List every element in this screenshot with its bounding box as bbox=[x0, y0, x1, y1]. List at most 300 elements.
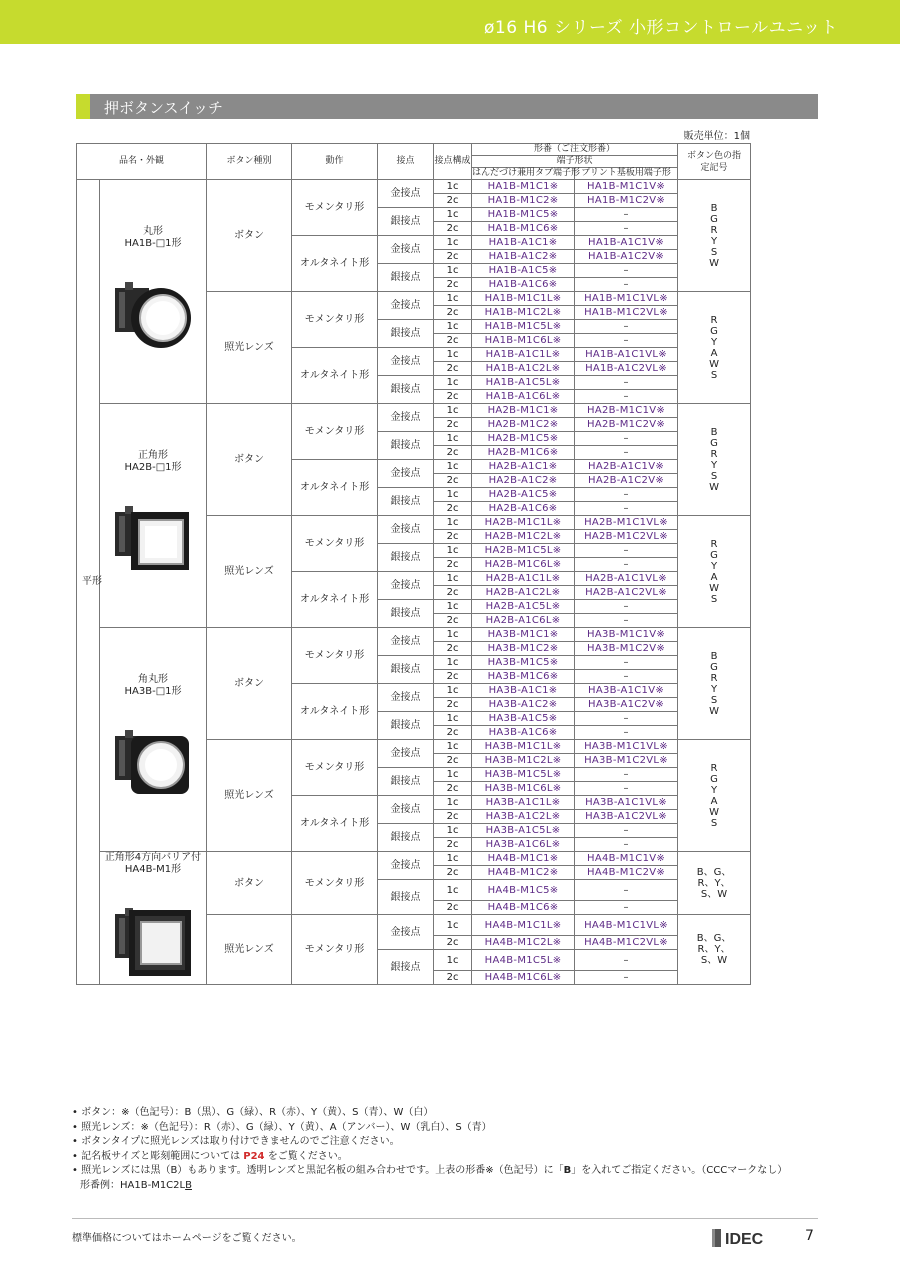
contact-cell: 銀接点 bbox=[378, 600, 434, 628]
header-button-type: ボタン種別 bbox=[207, 144, 292, 180]
header-action: 動作 bbox=[292, 144, 378, 180]
config-cell: 2c bbox=[434, 558, 472, 572]
header-bar bbox=[0, 0, 900, 44]
model-solder-cell: HA2B-M1C1L※ bbox=[472, 516, 575, 530]
note-black-lens: • 照光レンズには黒（B）もあります。透明レンズと黒記名板の組み合わせです。上表の形番※（色記号）に「B」を入れてご指定ください。（CCCマークなし） bbox=[72, 1165, 788, 1176]
config-cell: 1c bbox=[434, 376, 472, 390]
model-solder-cell: HA3B-A1C6L※ bbox=[472, 838, 575, 852]
color-code: S bbox=[710, 593, 718, 605]
color-code: Y bbox=[710, 459, 718, 471]
table-row bbox=[77, 852, 751, 866]
color-codes-cell bbox=[678, 404, 751, 516]
color-code: A bbox=[710, 795, 718, 807]
product-photo bbox=[111, 900, 195, 984]
model-pcb-cell: – bbox=[575, 376, 678, 390]
config-cell: 1c bbox=[434, 628, 472, 642]
contact-cell: 銀接点 bbox=[378, 950, 434, 985]
config-cell: 2c bbox=[434, 334, 472, 348]
model-pcb-cell: HA3B-A1C2VL※ bbox=[575, 810, 678, 824]
model-solder-cell: HA2B-M1C5※ bbox=[472, 432, 575, 446]
product-cell bbox=[100, 180, 207, 404]
contact-cell: 金接点 bbox=[378, 516, 434, 544]
action-cell: モメンタリ形 bbox=[292, 740, 378, 796]
contact-cell: 金接点 bbox=[378, 740, 434, 768]
config-cell: 2c bbox=[434, 362, 472, 376]
product-code: HA4B-M1形 bbox=[124, 864, 182, 875]
header-config: 接点構成 bbox=[434, 144, 472, 180]
contact-cell: 金接点 bbox=[378, 684, 434, 712]
config-cell: 2c bbox=[434, 418, 472, 432]
config-cell: 2c bbox=[434, 390, 472, 404]
button-type-cell: 照光レンズ bbox=[207, 915, 292, 985]
model-pcb-cell: – bbox=[575, 824, 678, 838]
contact-cell: 銀接点 bbox=[378, 768, 434, 796]
contact-cell: 銀接点 bbox=[378, 320, 434, 348]
model-pcb-cell: HA2B-A1C2VL※ bbox=[575, 586, 678, 600]
color-code: R bbox=[710, 314, 718, 326]
model-solder-cell: HA2B-A1C2L※ bbox=[472, 586, 575, 600]
model-pcb-cell: – bbox=[575, 712, 678, 726]
model-solder-cell: HA2B-A1C6L※ bbox=[472, 614, 575, 628]
note-nameplate: • 記名板サイズと彫刻範囲については P24 をご覧ください。 bbox=[72, 1150, 348, 1162]
model-pcb-cell: – bbox=[575, 264, 678, 278]
config-cell: 1c bbox=[434, 348, 472, 362]
model-pcb-cell: – bbox=[575, 502, 678, 516]
model-pcb-cell: – bbox=[575, 334, 678, 348]
color-code: R、Y、 bbox=[697, 944, 731, 955]
model-pcb-cell: – bbox=[575, 950, 678, 971]
idec-logo bbox=[712, 1228, 780, 1248]
model-pcb-cell: HA2B-A1C2V※ bbox=[575, 474, 678, 488]
config-cell: 2c bbox=[434, 306, 472, 320]
model-solder-cell: HA1B-A1C6※ bbox=[472, 278, 575, 292]
model-pcb-cell: – bbox=[575, 222, 678, 236]
model-solder-cell: HA2B-M1C2※ bbox=[472, 418, 575, 432]
header-color: ボタン色の指定記号 bbox=[678, 144, 751, 180]
section-header bbox=[76, 94, 818, 119]
product-photo bbox=[111, 722, 195, 806]
product-name: 正角形4方向バリア付 bbox=[104, 852, 202, 863]
product-code: HA2B-□1形 bbox=[124, 461, 182, 473]
action-cell: モメンタリ形 bbox=[292, 404, 378, 460]
model-solder-cell: HA4B-M1C6※ bbox=[472, 901, 575, 915]
config-cell: 1c bbox=[434, 180, 472, 194]
model-pcb-cell: – bbox=[575, 208, 678, 222]
color-codes-cell bbox=[678, 516, 751, 628]
model-pcb-cell: – bbox=[575, 558, 678, 572]
model-pcb-cell: HA2B-M1C2V※ bbox=[575, 418, 678, 432]
config-cell: 1c bbox=[434, 544, 472, 558]
model-solder-cell: HA3B-M1C5※ bbox=[472, 656, 575, 670]
action-cell: オルタネイト形 bbox=[292, 348, 378, 404]
product-cell bbox=[100, 404, 207, 628]
action-cell: モメンタリ形 bbox=[292, 915, 378, 985]
config-cell: 1c bbox=[434, 796, 472, 810]
action-cell: モメンタリ形 bbox=[292, 852, 378, 915]
page-link[interactable]: P24 bbox=[243, 1150, 265, 1162]
model-solder-cell: HA2B-M1C1※ bbox=[472, 404, 575, 418]
model-solder-cell: HA3B-M1C2L※ bbox=[472, 754, 575, 768]
model-solder-cell: HA3B-M1C6L※ bbox=[472, 782, 575, 796]
model-pcb-cell: – bbox=[575, 782, 678, 796]
model-pcb-cell: HA4B-M1C1V※ bbox=[575, 852, 678, 866]
model-pcb-cell: – bbox=[575, 600, 678, 614]
config-cell: 2c bbox=[434, 936, 472, 950]
model-pcb-cell: HA3B-A1C1VL※ bbox=[575, 796, 678, 810]
product-name: 丸形 bbox=[143, 225, 163, 237]
model-pcb-cell: – bbox=[575, 544, 678, 558]
config-cell: 1c bbox=[434, 208, 472, 222]
model-solder-cell: HA3B-M1C1※ bbox=[472, 628, 575, 642]
model-pcb-cell: HA2B-A1C1VL※ bbox=[575, 572, 678, 586]
contact-cell: 金接点 bbox=[378, 460, 434, 488]
config-cell: 1c bbox=[434, 292, 472, 306]
model-pcb-cell: – bbox=[575, 656, 678, 670]
series-title: ø16 H6 シリーズ 小形コントロールユニット bbox=[484, 18, 838, 38]
model-solder-cell: HA2B-M1C6※ bbox=[472, 446, 575, 460]
contact-cell: 金接点 bbox=[378, 572, 434, 600]
contact-cell: 銀接点 bbox=[378, 712, 434, 740]
config-cell: 2c bbox=[434, 726, 472, 740]
color-codes-cell bbox=[678, 292, 751, 404]
model-solder-cell: HA4B-M1C5※ bbox=[472, 880, 575, 901]
action-cell: オルタネイト形 bbox=[292, 684, 378, 740]
config-cell: 2c bbox=[434, 446, 472, 460]
model-pcb-cell: – bbox=[575, 971, 678, 985]
color-code: R、Y、 bbox=[697, 877, 731, 889]
action-cell: オルタネイト形 bbox=[292, 572, 378, 628]
color-code: B、G、 bbox=[696, 933, 732, 944]
config-cell: 2c bbox=[434, 530, 472, 544]
note-button-colors: • ボタン：※（色記号）：B（黒）、G（緑）、R（赤）、Y（黄）、S（青）、W（白） bbox=[72, 1107, 434, 1118]
color-code: Y bbox=[710, 784, 718, 796]
color-code: W bbox=[709, 806, 719, 818]
model-solder-cell: HA2B-A1C1※ bbox=[472, 460, 575, 474]
config-cell: 1c bbox=[434, 600, 472, 614]
model-pcb-cell: HA2B-M1C1VL※ bbox=[575, 516, 678, 530]
model-solder-cell: HA1B-M1C6※ bbox=[472, 222, 575, 236]
button-type-cell: ボタン bbox=[207, 404, 292, 516]
model-pcb-cell: – bbox=[575, 320, 678, 334]
note-example: 形番例：HA1B-M1C2LB bbox=[80, 1179, 192, 1191]
action-cell: オルタネイト形 bbox=[292, 236, 378, 292]
model-pcb-cell: – bbox=[575, 446, 678, 460]
button-type-cell: ボタン bbox=[207, 628, 292, 740]
model-pcb-cell: HA2B-M1C2VL※ bbox=[575, 530, 678, 544]
config-cell: 1c bbox=[434, 572, 472, 586]
model-solder-cell: HA1B-M1C1※ bbox=[472, 180, 575, 194]
contact-cell: 金接点 bbox=[378, 852, 434, 880]
model-solder-cell: HA3B-A1C6※ bbox=[472, 726, 575, 740]
contact-cell: 金接点 bbox=[378, 180, 434, 208]
contact-cell: 銀接点 bbox=[378, 208, 434, 236]
model-pcb-cell: HA1B-A1C1V※ bbox=[575, 236, 678, 250]
contact-cell: 金接点 bbox=[378, 348, 434, 376]
notes bbox=[72, 1106, 852, 1193]
config-cell: 1c bbox=[434, 460, 472, 474]
model-solder-cell: HA4B-M1C1L※ bbox=[472, 915, 575, 936]
model-pcb-cell: HA3B-A1C2V※ bbox=[575, 698, 678, 712]
color-code: R bbox=[710, 762, 718, 774]
config-cell: 1c bbox=[434, 404, 472, 418]
page-number: 7 bbox=[805, 1228, 814, 1244]
color-codes-cell bbox=[678, 180, 751, 292]
contact-cell: 金接点 bbox=[378, 236, 434, 264]
color-code: W bbox=[709, 358, 719, 370]
color-code: A bbox=[710, 571, 718, 583]
contact-cell: 銀接点 bbox=[378, 544, 434, 572]
product-code: HA3B-□1形 bbox=[124, 685, 182, 697]
model-solder-cell: HA2B-A1C6※ bbox=[472, 502, 575, 516]
color-codes-cell bbox=[678, 628, 751, 740]
model-pcb-cell: HA3B-M1C2V※ bbox=[575, 642, 678, 656]
model-pcb-cell: – bbox=[575, 838, 678, 852]
color-code: Y bbox=[710, 336, 718, 348]
model-solder-cell: HA3B-A1C5L※ bbox=[472, 824, 575, 838]
model-pcb-cell: HA1B-M1C2VL※ bbox=[575, 306, 678, 320]
config-cell: 1c bbox=[434, 684, 472, 698]
action-cell: モメンタリ形 bbox=[292, 628, 378, 684]
header-solder-terminal: はんだづけ兼用タブ端子形 bbox=[472, 168, 581, 178]
action-cell: モメンタリ形 bbox=[292, 516, 378, 572]
table-row bbox=[77, 180, 751, 194]
model-pcb-cell: HA1B-M1C1VL※ bbox=[575, 292, 678, 306]
footer-text: 標準価格についてはホームページをご覧ください。 bbox=[72, 1233, 302, 1244]
config-cell: 2c bbox=[434, 614, 472, 628]
contact-cell: 金接点 bbox=[378, 915, 434, 950]
action-cell: モメンタリ形 bbox=[292, 180, 378, 236]
model-pcb-cell: HA3B-M1C2VL※ bbox=[575, 754, 678, 768]
color-code: B bbox=[710, 650, 718, 662]
model-solder-cell: HA2B-A1C2※ bbox=[472, 474, 575, 488]
model-solder-cell: HA3B-M1C2※ bbox=[472, 642, 575, 656]
action-cell: モメンタリ形 bbox=[292, 292, 378, 348]
color-code: A bbox=[710, 347, 718, 359]
model-pcb-cell: HA1B-A1C1VL※ bbox=[575, 348, 678, 362]
color-code: S bbox=[710, 246, 718, 258]
note-lens-colors: • 照光レンズ：※（色記号）：R（赤）、G（緑）、Y（黄）、A（アンバー）、W（乳白）、S（青） bbox=[72, 1121, 492, 1133]
model-solder-cell: HA3B-M1C6※ bbox=[472, 670, 575, 684]
model-solder-cell: HA2B-A1C1L※ bbox=[472, 572, 575, 586]
contact-cell: 銀接点 bbox=[378, 656, 434, 684]
model-pcb-cell: HA3B-M1C1V※ bbox=[575, 628, 678, 642]
color-codes-cell bbox=[678, 915, 751, 985]
model-pcb-cell: HA2B-A1C1V※ bbox=[575, 460, 678, 474]
config-cell: 2c bbox=[434, 586, 472, 600]
model-pcb-cell: – bbox=[575, 768, 678, 782]
config-cell: 1c bbox=[434, 236, 472, 250]
product-photo bbox=[111, 274, 195, 358]
config-cell: 1c bbox=[434, 768, 472, 782]
model-solder-cell: HA1B-A1C2※ bbox=[472, 250, 575, 264]
button-type-cell: ボタン bbox=[207, 852, 292, 915]
header-pcb-terminal: プリント基板用端子形 bbox=[575, 168, 678, 180]
model-solder-cell: HA3B-A1C1※ bbox=[472, 684, 575, 698]
color-code: W bbox=[709, 705, 719, 717]
color-code: R bbox=[710, 672, 718, 684]
color-code: Y bbox=[710, 560, 718, 572]
product-photo bbox=[111, 498, 195, 582]
model-pcb-cell: HA4B-M1C2V※ bbox=[575, 866, 678, 880]
config-cell: 2c bbox=[434, 901, 472, 915]
color-code: W bbox=[709, 257, 719, 269]
contact-cell: 金接点 bbox=[378, 628, 434, 656]
model-pcb-cell: HA2B-M1C1V※ bbox=[575, 404, 678, 418]
product-code: HA1B-□1形 bbox=[124, 237, 182, 249]
config-cell: 1c bbox=[434, 656, 472, 670]
model-pcb-cell: HA1B-A1C2VL※ bbox=[575, 362, 678, 376]
model-pcb-cell: – bbox=[575, 726, 678, 740]
contact-cell: 銀接点 bbox=[378, 264, 434, 292]
color-code: R bbox=[710, 224, 718, 236]
model-solder-cell: HA4B-M1C2※ bbox=[472, 866, 575, 880]
color-code: Y bbox=[710, 235, 718, 247]
model-solder-cell: HA1B-A1C1L※ bbox=[472, 348, 575, 362]
config-cell: 1c bbox=[434, 915, 472, 936]
flat-type-label: 平形 bbox=[77, 180, 100, 985]
model-solder-cell: HA1B-A1C6L※ bbox=[472, 390, 575, 404]
product-cell bbox=[100, 628, 207, 852]
note-lens-caution: • ボタンタイプに照光レンズは取り付けできませんのでご注意ください。 bbox=[72, 1136, 400, 1147]
contact-cell: 銀接点 bbox=[378, 376, 434, 404]
svg-text:IDEC: IDEC bbox=[725, 1231, 764, 1248]
contact-cell: 金接点 bbox=[378, 292, 434, 320]
config-cell: 1c bbox=[434, 488, 472, 502]
model-solder-cell: HA3B-A1C2※ bbox=[472, 698, 575, 712]
color-code: S bbox=[710, 817, 718, 829]
config-cell: 1c bbox=[434, 950, 472, 971]
config-cell: 2c bbox=[434, 754, 472, 768]
config-cell: 1c bbox=[434, 740, 472, 754]
product-name: 角丸形 bbox=[138, 673, 168, 685]
config-cell: 2c bbox=[434, 698, 472, 712]
header-product: 品名・外観 bbox=[77, 144, 207, 180]
table-row bbox=[77, 404, 751, 418]
contact-cell: 銀接点 bbox=[378, 824, 434, 852]
model-solder-cell: HA1B-A1C5※ bbox=[472, 264, 575, 278]
contact-cell: 銀接点 bbox=[378, 432, 434, 460]
config-cell: 2c bbox=[434, 278, 472, 292]
color-code: G bbox=[710, 773, 718, 785]
button-type-cell: 照光レンズ bbox=[207, 740, 292, 852]
color-code: G bbox=[710, 213, 718, 225]
model-solder-cell: HA2B-M1C6L※ bbox=[472, 558, 575, 572]
model-pcb-cell: – bbox=[575, 390, 678, 404]
model-solder-cell: HA3B-M1C1L※ bbox=[472, 740, 575, 754]
color-code: R bbox=[710, 448, 718, 460]
model-solder-cell: HA1B-M1C2L※ bbox=[472, 306, 575, 320]
config-cell: 1c bbox=[434, 264, 472, 278]
contact-cell: 金接点 bbox=[378, 796, 434, 824]
model-solder-cell: HA4B-M1C6L※ bbox=[472, 971, 575, 985]
color-code: S bbox=[710, 369, 718, 381]
sales-unit: 販売単位：1個 bbox=[683, 131, 750, 142]
color-code: G bbox=[710, 661, 718, 673]
model-pcb-cell: – bbox=[575, 901, 678, 915]
model-solder-cell: HA2B-M1C5L※ bbox=[472, 544, 575, 558]
model-pcb-cell: HA1B-M1C1V※ bbox=[575, 180, 678, 194]
model-solder-cell: HA3B-A1C2L※ bbox=[472, 810, 575, 824]
model-solder-cell: HA4B-M1C2L※ bbox=[472, 936, 575, 950]
contact-cell: 銀接点 bbox=[378, 880, 434, 915]
color-code: Y bbox=[710, 683, 718, 695]
model-pcb-cell: HA1B-M1C2V※ bbox=[575, 194, 678, 208]
config-cell: 1c bbox=[434, 852, 472, 866]
config-cell: 1c bbox=[434, 824, 472, 838]
config-cell: 1c bbox=[434, 432, 472, 446]
model-solder-cell: HA1B-M1C6L※ bbox=[472, 334, 575, 348]
contact-cell: 銀接点 bbox=[378, 488, 434, 516]
table-row bbox=[77, 628, 751, 642]
color-code: B、G、 bbox=[696, 866, 732, 878]
section-title: 押ボタンスイッチ bbox=[104, 99, 223, 117]
spec-table bbox=[76, 143, 751, 985]
section-accent bbox=[76, 94, 90, 119]
footer-divider bbox=[72, 1218, 818, 1219]
color-codes-cell bbox=[678, 740, 751, 852]
model-solder-cell: HA4B-M1C1※ bbox=[472, 852, 575, 866]
model-solder-cell: HA2B-M1C2L※ bbox=[472, 530, 575, 544]
config-cell: 2c bbox=[434, 642, 472, 656]
header-model: 形番（ご注文形番） bbox=[472, 144, 678, 156]
config-cell: 2c bbox=[434, 971, 472, 985]
model-solder-cell: HA1B-A1C1※ bbox=[472, 236, 575, 250]
model-solder-cell: HA3B-A1C5※ bbox=[472, 712, 575, 726]
action-cell: オルタネイト形 bbox=[292, 460, 378, 516]
color-code: G bbox=[710, 549, 718, 561]
model-pcb-cell: – bbox=[575, 880, 678, 901]
config-cell: 1c bbox=[434, 880, 472, 901]
model-pcb-cell: – bbox=[575, 614, 678, 628]
model-solder-cell: HA3B-A1C1L※ bbox=[472, 796, 575, 810]
model-pcb-cell: HA4B-M1C1VL※ bbox=[575, 915, 678, 936]
color-code: S bbox=[710, 694, 718, 706]
color-code: S、W bbox=[700, 955, 728, 966]
header-terminal: 端子形状 bbox=[472, 156, 678, 168]
model-pcb-cell: – bbox=[575, 670, 678, 684]
header-contact: 接点 bbox=[378, 144, 434, 180]
button-type-cell: ボタン bbox=[207, 180, 292, 292]
product-cell bbox=[100, 852, 207, 985]
model-pcb-cell: HA1B-A1C2V※ bbox=[575, 250, 678, 264]
model-solder-cell: HA4B-M1C5L※ bbox=[472, 950, 575, 971]
config-cell: 2c bbox=[434, 474, 472, 488]
color-code: S、W bbox=[700, 888, 728, 900]
config-cell: 1c bbox=[434, 320, 472, 334]
config-cell: 2c bbox=[434, 250, 472, 264]
config-cell: 2c bbox=[434, 810, 472, 824]
model-solder-cell: HA2B-A1C5L※ bbox=[472, 600, 575, 614]
color-code: G bbox=[710, 325, 718, 337]
model-solder-cell: HA1B-A1C2L※ bbox=[472, 362, 575, 376]
model-pcb-cell: – bbox=[575, 432, 678, 446]
model-solder-cell: HA1B-M1C5L※ bbox=[472, 320, 575, 334]
model-solder-cell: HA1B-M1C2※ bbox=[472, 194, 575, 208]
config-cell: 1c bbox=[434, 516, 472, 530]
model-pcb-cell: HA3B-A1C1V※ bbox=[575, 684, 678, 698]
color-codes-cell bbox=[678, 852, 751, 915]
product-name: 正角形 bbox=[138, 449, 168, 461]
model-pcb-cell: HA3B-M1C1VL※ bbox=[575, 740, 678, 754]
color-code: W bbox=[709, 582, 719, 594]
contact-cell: 金接点 bbox=[378, 404, 434, 432]
config-cell: 2c bbox=[434, 222, 472, 236]
color-code: G bbox=[710, 437, 718, 449]
color-code: S bbox=[710, 470, 718, 482]
model-pcb-cell: – bbox=[575, 488, 678, 502]
model-solder-cell: HA1B-M1C5※ bbox=[472, 208, 575, 222]
config-cell: 2c bbox=[434, 838, 472, 852]
